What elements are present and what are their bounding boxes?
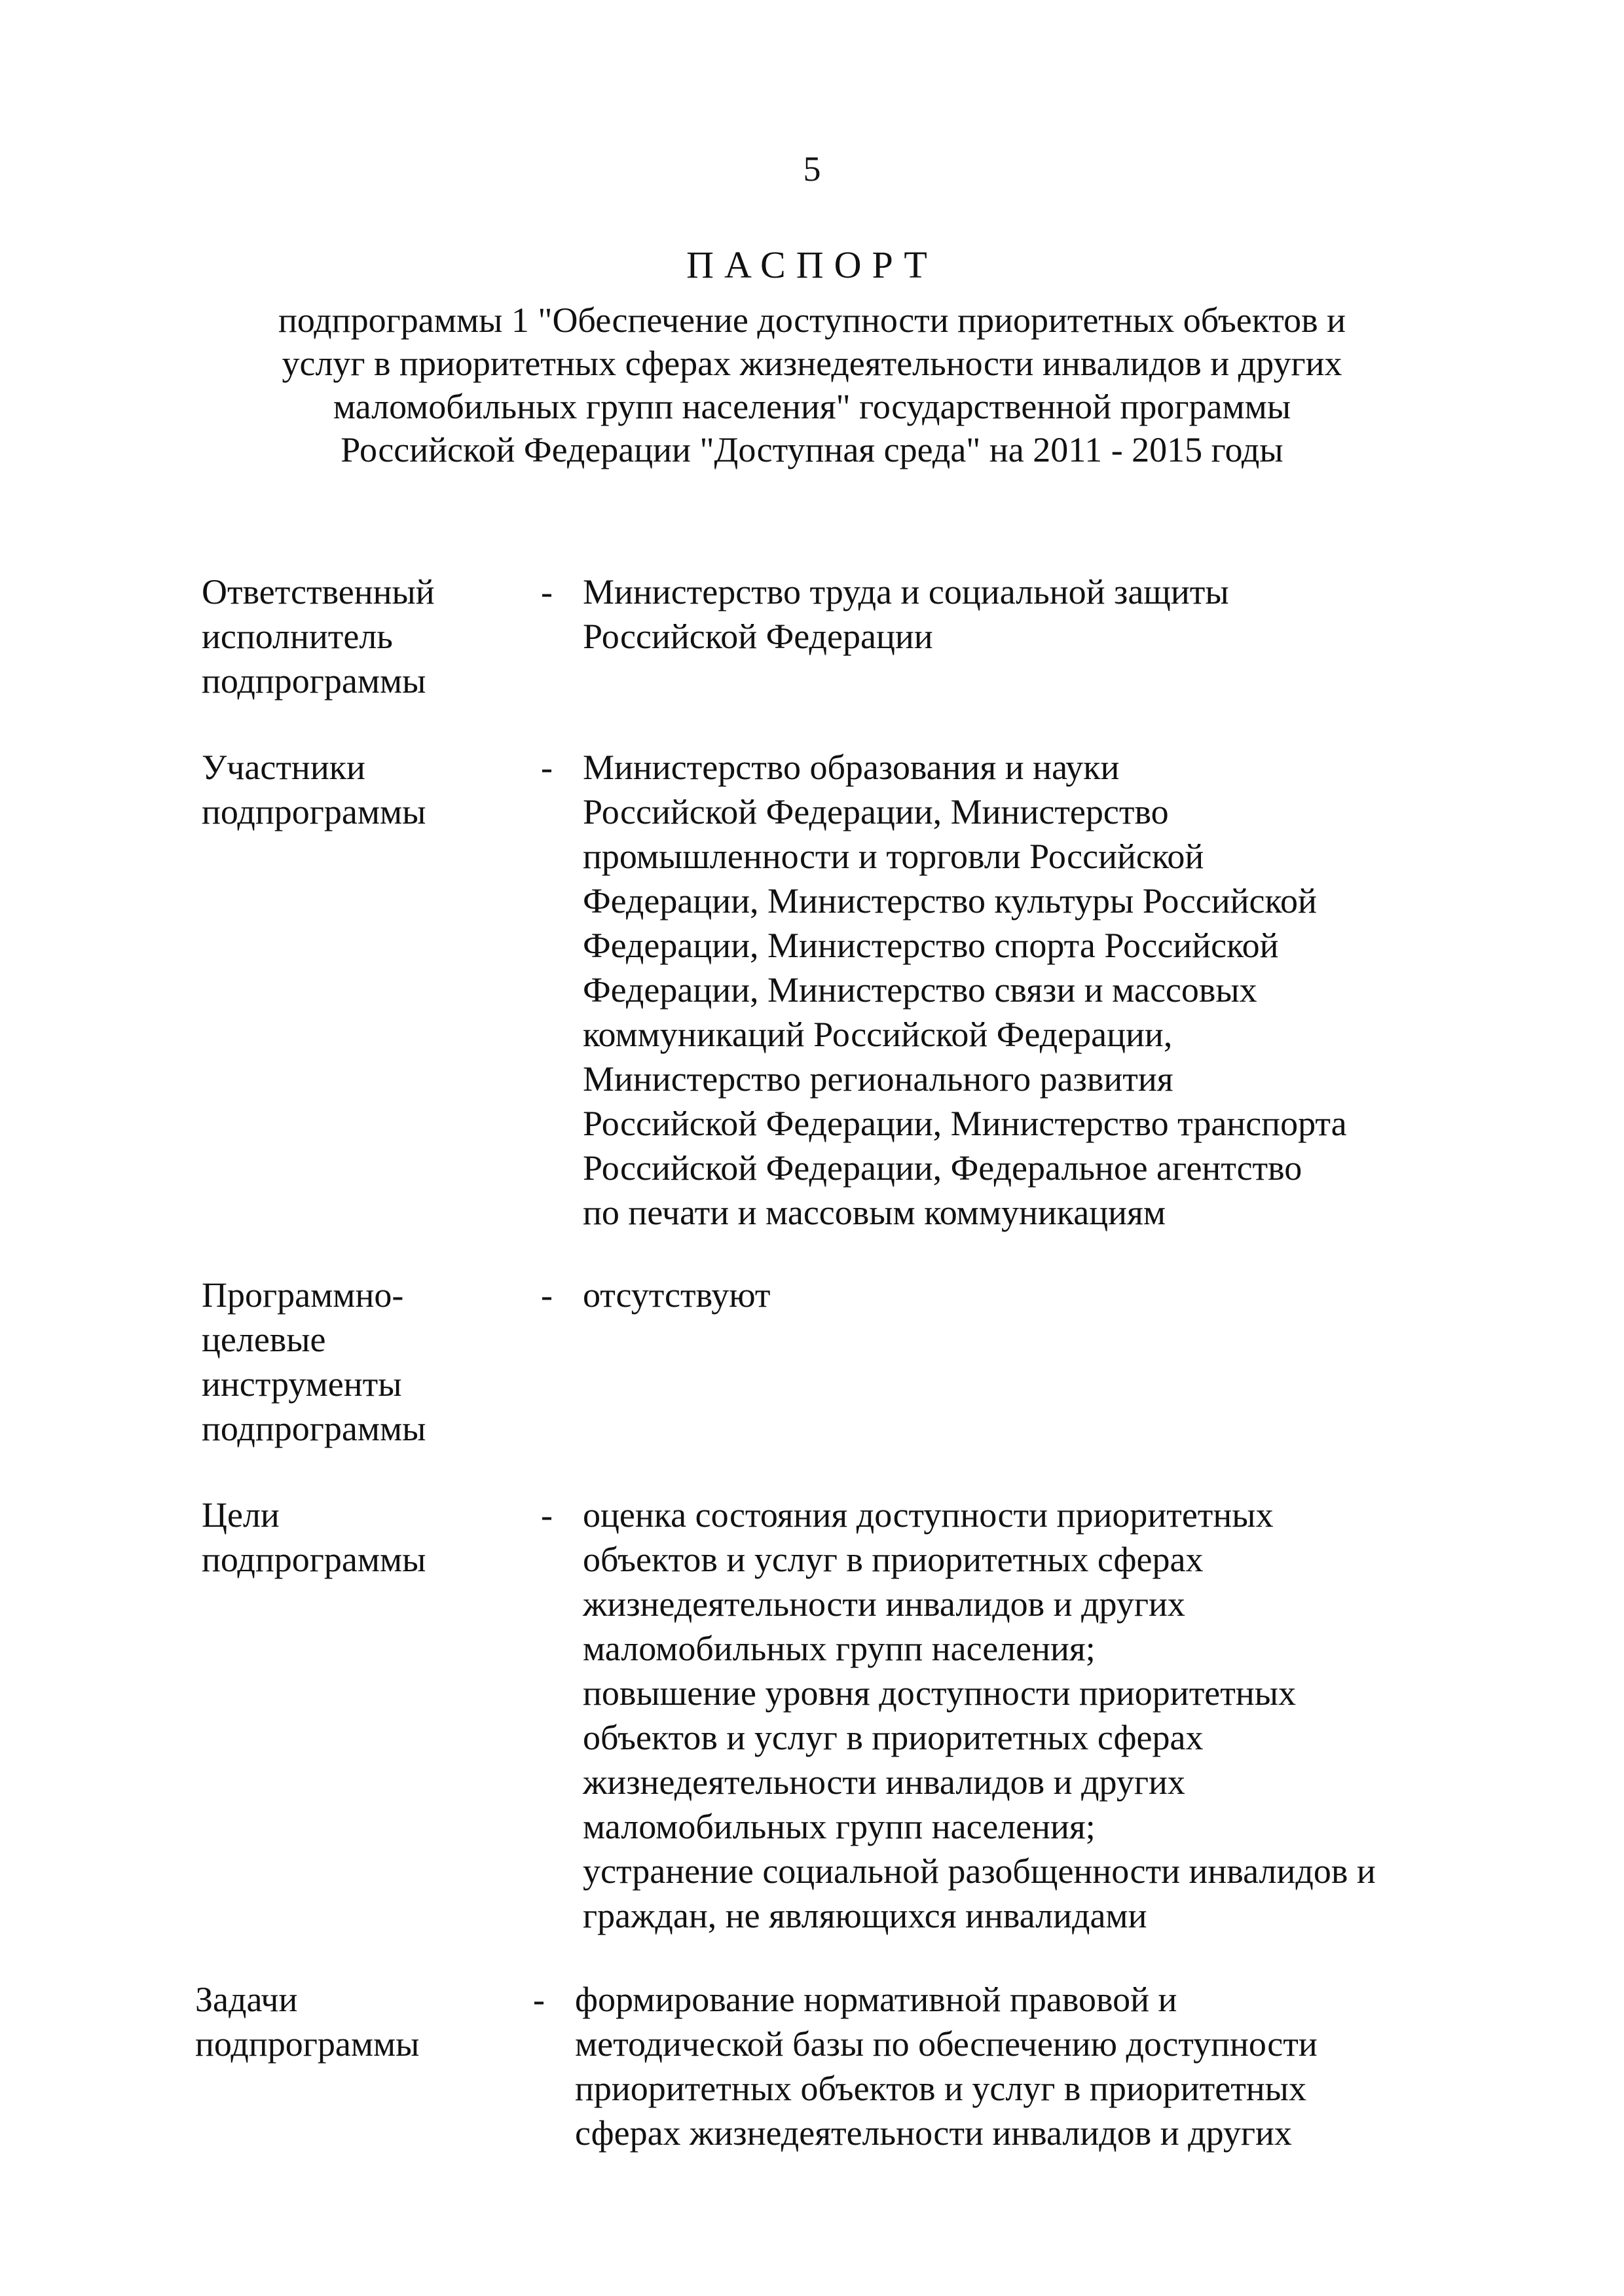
subtitle-line: маломобильных групп населения" государственной программы — [333, 387, 1291, 426]
row-label — [195, 1977, 490, 2066]
row-label-line: инструменты — [202, 1364, 402, 1404]
row-value-line: Российской Федерации, Федеральное агентство — [583, 1148, 1302, 1188]
document-title: ПАСПОРТ — [686, 244, 938, 286]
row-dash: - — [533, 1980, 545, 2019]
row-value-line: повышение уровня доступности приоритетных — [583, 1673, 1297, 1713]
row-value-line: Федерации, Министерство культуры Российской — [583, 881, 1317, 920]
row-value-line: по печати и массовым коммуникациям — [583, 1193, 1166, 1232]
row-label-line: Участники — [202, 748, 365, 787]
row-label-line: Цели — [202, 1495, 280, 1535]
row-value-line: Министерство труда и социальной защиты — [583, 572, 1229, 611]
row-dash: - — [541, 748, 553, 787]
row-value-line: коммуникаций Российской Федерации, — [583, 1015, 1173, 1054]
row-value-line: маломобильных групп населения; — [583, 1807, 1096, 1846]
row-label-line: Задачи — [195, 1980, 298, 2019]
row-value-line: жизнедеятельности инвалидов и других — [583, 1762, 1185, 1802]
row-label-line: Ответственный — [202, 572, 435, 611]
row-label-line: подпрограммы — [202, 1409, 426, 1448]
row-value-line: Министерство образования и науки — [583, 748, 1120, 787]
row-label — [202, 745, 496, 834]
row-value-line: сферах жизнедеятельности инвалидов и других — [575, 2113, 1292, 2153]
row-label — [202, 1273, 496, 1451]
row-value-line: оценка состояния доступности приоритетных — [583, 1495, 1274, 1535]
row-value — [583, 745, 1532, 1235]
subtitle-line: подпрограммы 1 "Обеспечение доступности приоритетных объектов и — [278, 301, 1346, 340]
row-value-line: Федерации, Министерство спорта Российской — [583, 926, 1279, 965]
row-value-line: объектов и услуг в приоритетных сферах — [583, 1540, 1204, 1579]
row-label-line: подпрограммы — [202, 792, 426, 831]
row-value-line: методической базы по обеспечению доступности — [575, 2024, 1318, 2064]
row-value-line: Российской Федерации — [583, 617, 933, 656]
row-value — [583, 570, 1532, 659]
row-value-line: Российской Федерации, Министерство транспорта — [583, 1104, 1347, 1143]
row-value — [583, 1493, 1532, 1938]
row-value-line: объектов и услуг в приоритетных сферах — [583, 1718, 1204, 1757]
row-value-line: формирование нормативной правовой и — [575, 1980, 1177, 2019]
row-value-line: промышленности и торговли Российской — [583, 837, 1204, 876]
page-number: 5 — [803, 149, 821, 189]
row-value-line: отсутствуют — [583, 1275, 771, 1315]
row-label-line: подпрограммы — [202, 661, 426, 701]
row-label — [202, 1493, 496, 1582]
row-label-line: исполнитель — [202, 617, 393, 656]
row-value-line: Федерации, Министерство связи и массовых — [583, 970, 1257, 1010]
row-label-line: подпрограммы — [195, 2024, 420, 2064]
row-dash: - — [541, 572, 553, 611]
row-value-line: Российской Федерации, Министерство — [583, 792, 1169, 831]
row-value-line: жизнедеятельности инвалидов и других — [583, 1584, 1185, 1624]
row-value-line: граждан, не являющихся инвалидами — [583, 1896, 1147, 1935]
row-label — [202, 570, 496, 703]
row-value — [583, 1273, 1532, 1317]
row-value-line: приоритетных объектов и услуг в приоритетных — [575, 2069, 1306, 2108]
row-label-line: Программно- — [202, 1275, 404, 1315]
row-value-line: Министерство регионального развития — [583, 1059, 1173, 1099]
row-dash: - — [541, 1275, 553, 1315]
row-label-line: целевые — [202, 1320, 326, 1359]
row-value-line: устранение социальной разобщенности инвалидов и — [583, 1851, 1376, 1891]
row-dash: - — [541, 1495, 553, 1535]
subtitle-line: услуг в приоритетных сферах жизнедеятельности инвалидов и других — [282, 344, 1342, 383]
subtitle-line: Российской Федерации "Доступная среда" на 2011 - 2015 годы — [341, 430, 1283, 469]
row-value — [575, 1977, 1524, 2155]
row-label-line: подпрограммы — [202, 1540, 426, 1579]
row-value-line: маломобильных групп населения; — [583, 1629, 1096, 1668]
